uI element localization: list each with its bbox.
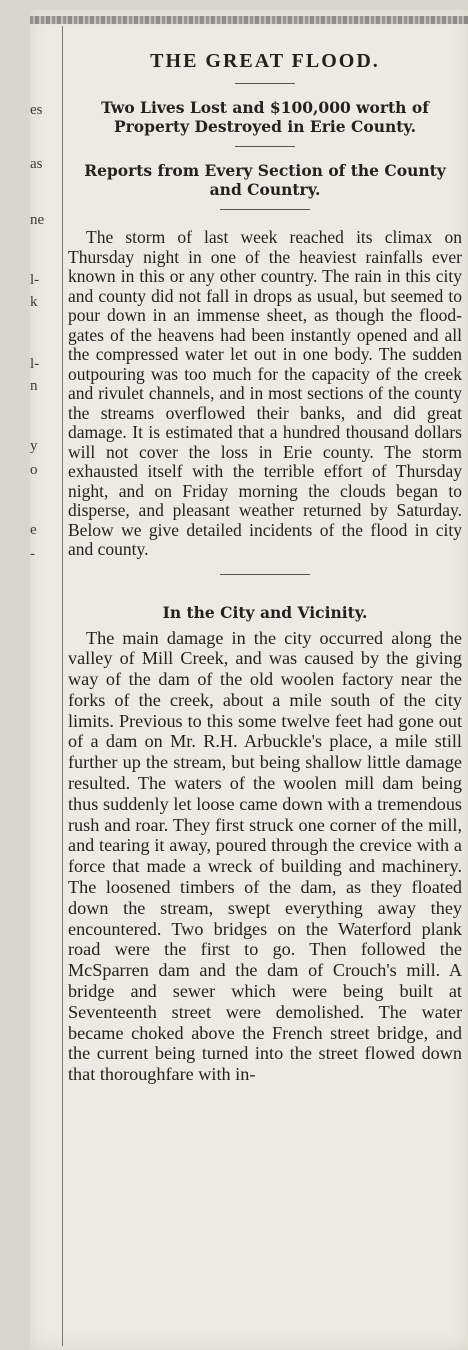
left-column-gutter: [30, 26, 63, 1346]
gutter-fragment: l-: [30, 272, 40, 288]
article-paragraph-2: The main damage in the city occurred along the valley of Mill Creek, and was caused by the giving way of the dam of the old woolen factory near the forks of the creek, about a mile south of the city limits. Previous to this some twelve feet had gone out of a dam on Mr. R.H. Arbuckle's place, a mile still further up the stream, but being shallow little damage resulted. The waters of the woolen mill dam being thus suddenly let loose came down with a tremendous rush and roar. They first struck one corner of the mill, and tearing it away, poured through the crevice with a force that made a wreck of building and machinery. The loosened timbers of the dam, as they floated down the stream, swept everything away they encountered. Two bridges on the Waterford plank road were the first to go. Then followed the McSparren dam and the dam of Crouch's mill. A bridge and sewer which were being built at Seventeenth street were demolished. The water became choked above the French street bridge, and the current being turned into the street flowed down that thoroughfare with in-: [68, 627, 462, 1085]
gutter-fragment: ne: [30, 212, 45, 228]
gutter-fragment: l-: [30, 356, 40, 372]
gutter-fragment: e: [30, 522, 37, 538]
article-paragraph-1: The storm of last week reached its climax on Thursday night in one of the heaviest rainfalls ever known in this or any other country. The rain in this city and county did not fall in drops as usual, but seemed to pour down in an immense sheet, as though the flood-gates of the heavens had been instantly opened and all the compressed water let out in one body. The sudden outpouring was too much for the capacity of the creek and rivulet channels, and in most sections of the county the streams overflowed their banks, and did great damage. It is estimated that a hundred thousand dollars will not cover the loss in Erie county. The storm exhausted itself with the terrible effort of Thursday night, and on Friday morning the clouds began to disperse, and pleasant weather returned by Saturday. Below we give detailed incidents of the flood in city and county.: [68, 227, 462, 559]
gutter-fragment: -: [30, 546, 35, 562]
divider-rule: [220, 574, 310, 575]
gutter-fragment: n: [30, 378, 38, 394]
gutter-fragment: k: [30, 294, 38, 310]
gutter-fragment: y: [30, 438, 38, 454]
article-subhead-2: Reports from Every Section of the County and Country.: [84, 161, 446, 199]
newspaper-page: [30, 10, 468, 1350]
article-subhead-1: Two Lives Lost and $100,000 worth of Property Destroyed in Erie County.: [101, 98, 429, 136]
masthead-rule: [30, 16, 468, 24]
divider-rule: [235, 83, 295, 84]
gutter-fragment: as: [30, 156, 43, 172]
gutter-fragment: o: [30, 462, 38, 478]
divider-rule: [235, 146, 295, 147]
section-heading: In the City and Vicinity.: [162, 602, 368, 622]
divider-rule: [220, 209, 310, 210]
article-column: [66, 34, 464, 1085]
gutter-fragment: es: [30, 102, 43, 118]
article-headline: THE GREAT FLOOD.: [150, 50, 380, 72]
